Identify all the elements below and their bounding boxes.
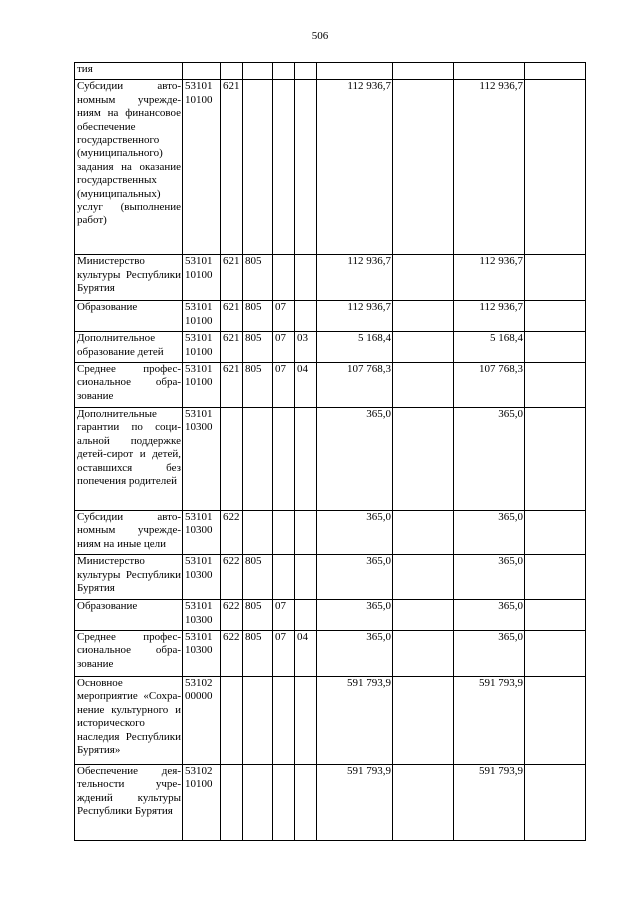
ministry-code-cell: 805 (243, 301, 273, 332)
subsection-code-cell (295, 80, 317, 255)
amount-cell: 365,0 (317, 555, 393, 600)
table-row (75, 363, 586, 408)
target-article-code-cell: 53101 10300 (183, 631, 221, 677)
target-article-code-cell: 53101 10300 (183, 555, 221, 600)
section-code-cell (273, 511, 295, 555)
amount-total-cell: 365,0 (454, 511, 525, 555)
page-number: 506 (311, 30, 329, 42)
amount-cell: 112 936,7 (317, 80, 393, 255)
subsection-code-cell (295, 408, 317, 511)
row-name-cell: Субсидии автономным учреждениям на иные цели (75, 511, 183, 555)
empty-amount-cell (525, 631, 586, 677)
subsection-code-cell (295, 555, 317, 600)
section-code-cell (273, 765, 295, 841)
empty-amount-cell (525, 677, 586, 765)
amount-cell: 112 936,7 (317, 255, 393, 301)
row-name-cell: Образование (75, 301, 183, 332)
target-article-code-cell: 53101 10300 (183, 600, 221, 631)
row-name-cell: Дополнительные гарантии по социальной поддержке детей-сирот и детей, оставшихся без попечения родителей (75, 408, 183, 511)
amount-cell: 365,0 (317, 600, 393, 631)
empty-amount-cell (525, 363, 586, 408)
amount-total-cell: 112 936,7 (454, 255, 525, 301)
expense-type-cell (221, 677, 243, 765)
table-row (75, 255, 586, 301)
subsection-code-cell (295, 600, 317, 631)
section-code-cell (273, 555, 295, 600)
subsection-code-cell (295, 765, 317, 841)
amount-total-cell: 112 936,7 (454, 80, 525, 255)
table-row (75, 301, 586, 332)
subsection-code-cell (295, 255, 317, 301)
amount-cell: 365,0 (317, 408, 393, 511)
row-name-cell: Обеспечение деятельности учреждений культуры Республики Бурятия (75, 765, 183, 841)
empty-amount-cell (393, 631, 454, 677)
ministry-code-cell: 805 (243, 600, 273, 631)
empty-amount-cell (393, 408, 454, 511)
ministry-code-cell (243, 765, 273, 841)
budget-table (74, 62, 586, 841)
amount-total-cell: 365,0 (454, 631, 525, 677)
row-name-cell: Образование (75, 600, 183, 631)
empty-amount-cell (393, 765, 454, 841)
empty-amount-cell (393, 80, 454, 255)
target-article-code-cell: 53102 10100 (183, 765, 221, 841)
expense-type-cell: 621 (221, 363, 243, 408)
ministry-code-cell: 805 (243, 255, 273, 301)
table-row (75, 677, 586, 765)
expense-type-cell: 621 (221, 301, 243, 332)
table-row (75, 631, 586, 677)
empty-amount-cell (525, 555, 586, 600)
empty-amount-cell (393, 511, 454, 555)
table-row (75, 332, 586, 363)
target-article-code-cell: 53101 10100 (183, 80, 221, 255)
expense-type-cell: 622 (221, 555, 243, 600)
section-code-cell (273, 80, 295, 255)
empty-amount-cell (393, 332, 454, 363)
ministry-code-cell (243, 63, 273, 80)
subsection-code-cell (295, 677, 317, 765)
target-article-code-cell: 53102 00000 (183, 677, 221, 765)
amount-total-cell: 365,0 (454, 555, 525, 600)
target-article-code-cell (183, 63, 221, 80)
empty-amount-cell (393, 63, 454, 80)
table-row (75, 408, 586, 511)
empty-amount-cell (525, 332, 586, 363)
empty-amount-cell (525, 408, 586, 511)
row-name-cell: Дополнительное образование детей (75, 332, 183, 363)
empty-amount-cell (525, 80, 586, 255)
empty-amount-cell (525, 600, 586, 631)
empty-amount-cell (393, 301, 454, 332)
row-name-cell: Министерство культуры Республики Бурятия (75, 255, 183, 301)
empty-amount-cell (525, 63, 586, 80)
empty-amount-cell (393, 255, 454, 301)
ministry-code-cell: 805 (243, 555, 273, 600)
amount-cell: 112 936,7 (317, 301, 393, 332)
section-code-cell (273, 677, 295, 765)
empty-amount-cell (525, 255, 586, 301)
table-row (75, 600, 586, 631)
table-row (75, 511, 586, 555)
subsection-code-cell (295, 63, 317, 80)
row-name-cell: Субсидии автономным учреждениям на финансовое обеспечение государственного (муниципального) задания на оказание государственных (муниципальных) услуг (выполнение работ) (75, 80, 183, 255)
amount-cell (317, 63, 393, 80)
empty-amount-cell (525, 301, 586, 332)
empty-amount-cell (393, 555, 454, 600)
amount-total-cell: 365,0 (454, 408, 525, 511)
amount-cell: 591 793,9 (317, 677, 393, 765)
row-name-cell: Среднее профессиональное образование (75, 631, 183, 677)
amount-cell: 107 768,3 (317, 363, 393, 408)
expense-type-cell: 622 (221, 511, 243, 555)
amount-total-cell: 5 168,4 (454, 332, 525, 363)
subsection-code-cell (295, 301, 317, 332)
subsection-code-cell: 04 (295, 631, 317, 677)
section-code-cell (273, 408, 295, 511)
expense-type-cell (221, 408, 243, 511)
empty-amount-cell (393, 600, 454, 631)
empty-amount-cell (393, 677, 454, 765)
table-row (75, 555, 586, 600)
amount-total-cell (454, 63, 525, 80)
amount-total-cell: 591 793,9 (454, 765, 525, 841)
amount-cell: 365,0 (317, 511, 393, 555)
section-code-cell: 07 (273, 631, 295, 677)
target-article-code-cell: 53101 10100 (183, 363, 221, 408)
expense-type-cell: 621 (221, 332, 243, 363)
amount-total-cell: 107 768,3 (454, 363, 525, 408)
row-name-cell: Основное мероприятие «Сохранение культурного и исторического наследия Республики Бурятия» (75, 677, 183, 765)
expense-type-cell: 622 (221, 631, 243, 677)
ministry-code-cell (243, 80, 273, 255)
section-code-cell: 07 (273, 332, 295, 363)
subsection-code-cell (295, 511, 317, 555)
section-code-cell (273, 63, 295, 80)
section-code-cell: 07 (273, 363, 295, 408)
expense-type-cell (221, 63, 243, 80)
table-row (75, 63, 586, 80)
target-article-code-cell: 53101 10300 (183, 408, 221, 511)
empty-amount-cell (525, 511, 586, 555)
table-row (75, 80, 586, 255)
ministry-code-cell (243, 677, 273, 765)
empty-amount-cell (393, 363, 454, 408)
amount-total-cell: 365,0 (454, 600, 525, 631)
amount-cell: 365,0 (317, 631, 393, 677)
subsection-code-cell: 03 (295, 332, 317, 363)
row-name-cell: тия (75, 63, 183, 80)
amount-total-cell: 591 793,9 (454, 677, 525, 765)
expense-type-cell (221, 765, 243, 841)
target-article-code-cell: 53101 10100 (183, 332, 221, 363)
section-code-cell: 07 (273, 301, 295, 332)
section-code-cell (273, 255, 295, 301)
expense-type-cell: 621 (221, 80, 243, 255)
expense-type-cell: 621 (221, 255, 243, 301)
row-name-cell: Среднее профессиональное образование (75, 363, 183, 408)
ministry-code-cell (243, 408, 273, 511)
amount-cell: 591 793,9 (317, 765, 393, 841)
subsection-code-cell: 04 (295, 363, 317, 408)
table-row (75, 765, 586, 841)
target-article-code-cell: 53101 10100 (183, 255, 221, 301)
ministry-code-cell: 805 (243, 363, 273, 408)
target-article-code-cell: 53101 10100 (183, 301, 221, 332)
ministry-code-cell (243, 511, 273, 555)
expense-type-cell: 622 (221, 600, 243, 631)
row-name-cell: Министерство культуры Республики Бурятия (75, 555, 183, 600)
ministry-code-cell: 805 (243, 631, 273, 677)
amount-cell: 5 168,4 (317, 332, 393, 363)
amount-total-cell: 112 936,7 (454, 301, 525, 332)
section-code-cell: 07 (273, 600, 295, 631)
ministry-code-cell: 805 (243, 332, 273, 363)
empty-amount-cell (525, 765, 586, 841)
target-article-code-cell: 53101 10300 (183, 511, 221, 555)
